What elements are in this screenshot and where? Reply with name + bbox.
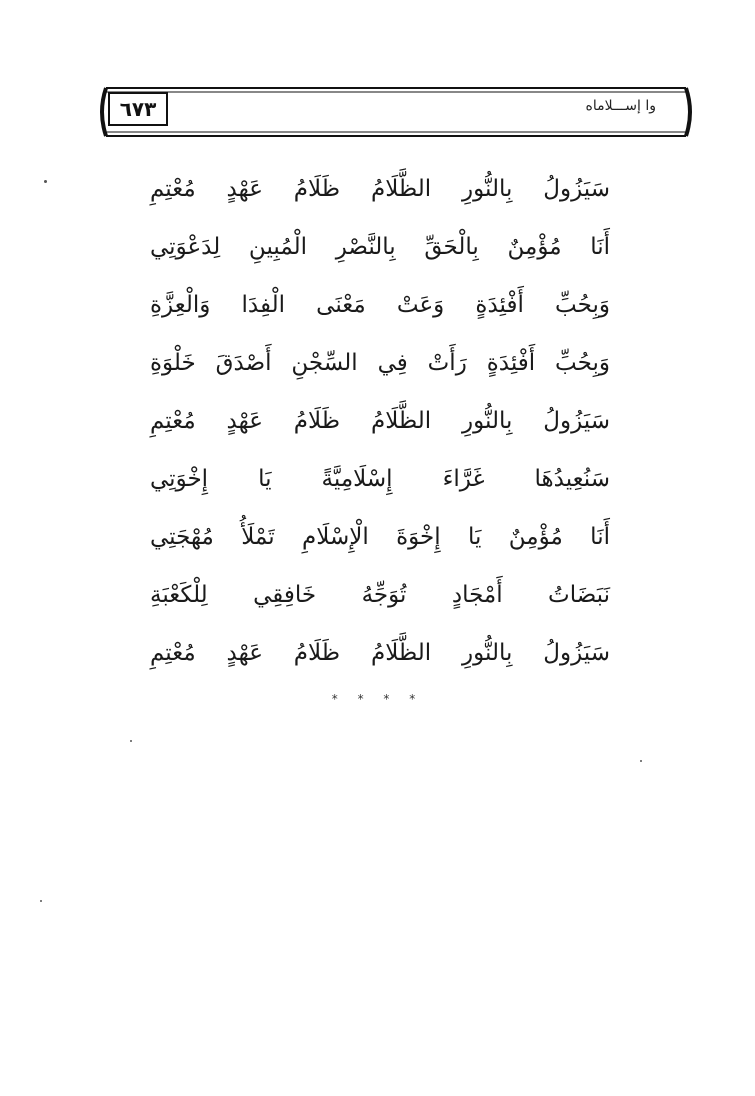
section-end-separator: * * * * xyxy=(331,692,424,706)
poem-verse: وَبِحُبِّ أَفْئِدَةٍ وَعَتْ مَعْنَى الْفِدَا وَالْعِزَّةِ xyxy=(150,292,610,318)
page-header xyxy=(96,84,696,140)
page-number: ٦٧٣ xyxy=(108,92,168,126)
scan-speck xyxy=(640,760,642,762)
scan-speck xyxy=(40,900,42,902)
poem-verse: سَيَزُولُ بِالنُّورِ الظَّلَامُ ظَلَامُ عَهْدٍ مُعْتِمِ xyxy=(150,640,610,666)
poem-verse: سَيَزُولُ بِالنُّورِ الظَّلَامُ ظَلَامُ عَهْدٍ مُعْتِمِ xyxy=(150,176,610,202)
poem-verse: سَيَزُولُ بِالنُّورِ الظَّلَامُ ظَلَامُ عَهْدٍ مُعْتِمِ xyxy=(150,408,610,434)
poem-verse: وَبِحُبِّ أَفْئِدَةٍ رَأَتْ فِي السِّجْنِ أَصْدَقَ خَلْوَةِ xyxy=(150,350,610,376)
running-title: وا إســـلاماه xyxy=(585,98,656,114)
poem-verse: أَنَا مُؤْمِنٌ بِالْحَقِّ بِالنَّصْرِ الْمُبِينِ لِدَعْوَتِي xyxy=(150,234,610,260)
poem-verse: نَبَضَاتُ أَمْجَادٍ تُوَجِّهُ خَافِقِي لِلْكَعْبَةِ xyxy=(150,582,610,608)
poem-verse: سَنُعِيدُهَا غَرَّاءَ إِسْلَامِيَّةً يَا إِخْوَتِي xyxy=(150,466,610,492)
scan-speck xyxy=(44,180,47,183)
scan-speck xyxy=(130,740,132,742)
poem-body xyxy=(150,160,610,682)
poem-verse: أَنَا مُؤْمِنٌ يَا إِخْوَةَ الْإِسْلَامِ تَمْلَأُ مُهْجَتِي xyxy=(150,524,610,550)
